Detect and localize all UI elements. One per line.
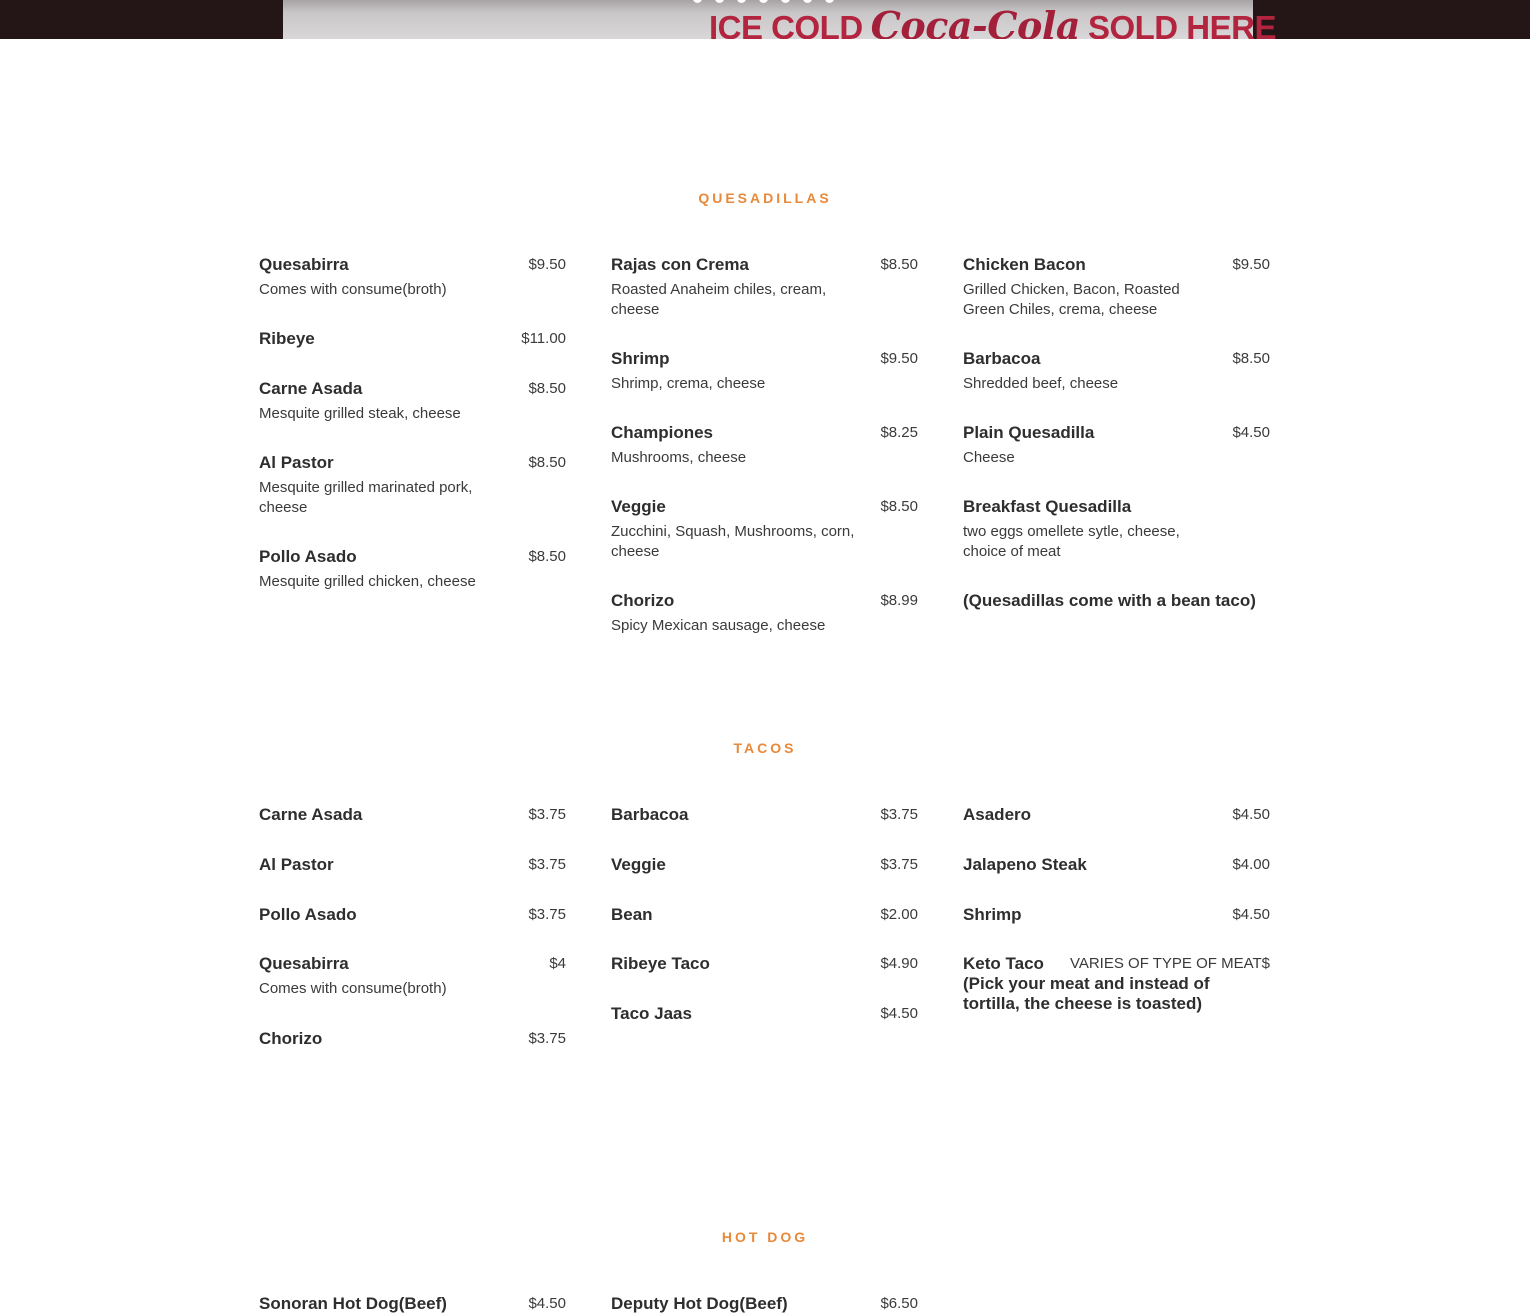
item-name: Barbacoa xyxy=(963,349,1041,368)
menu-item xyxy=(259,255,566,300)
item-name: Rajas con Crema xyxy=(611,255,749,274)
item-description: Comes with consume(broth) xyxy=(259,281,447,298)
item-name: Taco Jaas xyxy=(611,1004,692,1023)
section-title-tacos: TACOS xyxy=(733,740,797,756)
item-price: $8.50 xyxy=(528,380,566,397)
item-name: Al Pastor xyxy=(259,855,334,874)
menu-item xyxy=(963,855,1270,875)
item-name: Championes xyxy=(611,423,714,442)
item-description: Mesquite grilled steak, cheese xyxy=(259,405,461,422)
item-description: two eggs omellete sytle, cheese, choice of meat xyxy=(963,523,1180,560)
item-price: $9.50 xyxy=(528,256,566,273)
menu-item xyxy=(259,855,566,875)
menu-item xyxy=(611,497,918,562)
item-price: $6.50 xyxy=(880,1295,918,1312)
item-price: $8.99 xyxy=(880,592,918,609)
menu-item xyxy=(611,855,918,875)
item-name: Chorizo xyxy=(611,591,675,610)
menu-item xyxy=(963,255,1270,320)
item-price: $4.50 xyxy=(1232,424,1270,441)
item-description: Cheese xyxy=(963,449,1015,466)
hero-banner xyxy=(0,0,1530,39)
item-name: Jalapeno Steak xyxy=(963,855,1087,874)
item-price: $4 xyxy=(549,955,566,972)
item-name: Shrimp xyxy=(611,349,670,368)
item-price: $11.00 xyxy=(521,330,566,347)
item-name: Breakfast Quesadilla xyxy=(963,497,1132,516)
item-name: Chicken Bacon xyxy=(963,255,1086,274)
sign-text-right: SOLD HERE xyxy=(1087,9,1276,39)
item-price: $3.75 xyxy=(880,856,918,873)
keto-taco-note: (Pick your meat and instead of tortilla, the cheese is toasted) xyxy=(963,974,1210,1013)
menu-item xyxy=(259,329,566,349)
item-price: $3.75 xyxy=(528,856,566,873)
item-name: Chorizo xyxy=(259,1029,323,1048)
item-price: $8.50 xyxy=(528,454,566,471)
item-name: Sonoran Hot Dog(Beef) xyxy=(259,1294,447,1313)
item-price: $4.50 xyxy=(1232,906,1270,923)
menu-item xyxy=(611,954,918,974)
menu-item xyxy=(259,805,566,825)
menu-item xyxy=(963,423,1270,468)
quesadillas-bean-taco-note: (Quesadillas come with a bean taco) xyxy=(963,591,1256,610)
menu-item xyxy=(259,453,566,518)
coca-cola-sign-image xyxy=(283,0,1276,39)
item-price: $3.75 xyxy=(528,1030,566,1047)
item-price: $3.75 xyxy=(528,806,566,823)
item-name: Plain Quesadilla xyxy=(963,423,1095,442)
menu-item xyxy=(963,805,1270,825)
item-name: Carne Asada xyxy=(259,379,363,398)
item-price: VARIES OF TYPE OF MEAT$ xyxy=(1069,955,1270,972)
menu-item xyxy=(611,805,918,825)
item-price: $4.50 xyxy=(880,1005,918,1022)
item-name: Pollo Asado xyxy=(259,905,357,924)
menu-item xyxy=(963,954,1270,1014)
menu-item xyxy=(259,1294,566,1314)
item-name: Al Pastor xyxy=(259,453,334,472)
menu-item xyxy=(963,497,1270,562)
item-name: Asadero xyxy=(963,805,1032,824)
menu-item xyxy=(611,423,918,468)
item-description: Shrimp, crema, cheese xyxy=(611,375,766,392)
item-name: Shrimp xyxy=(963,905,1022,924)
item-price: $8.50 xyxy=(880,498,918,515)
menu-item xyxy=(611,1004,918,1024)
item-name: Keto Taco xyxy=(963,954,1044,973)
item-price: $8.50 xyxy=(1232,350,1270,367)
item-price: $8.50 xyxy=(880,256,918,273)
item-price: $8.25 xyxy=(880,424,918,441)
menu-item xyxy=(963,349,1270,394)
item-price: $4.00 xyxy=(1232,856,1270,873)
item-description: Mesquite grilled marinated pork, cheese xyxy=(259,479,473,516)
item-description: Shredded beef, cheese xyxy=(963,375,1119,392)
item-description: Comes with consume(broth) xyxy=(259,980,447,997)
item-price: $3.75 xyxy=(880,806,918,823)
item-description: Mesquite grilled chicken, cheese xyxy=(259,573,476,590)
sign-text-left: ICE COLD xyxy=(709,9,863,39)
item-name: Deputy Hot Dog(Beef) xyxy=(611,1294,788,1313)
item-name: Ribeye xyxy=(259,329,315,348)
item-name: Quesabirra xyxy=(259,954,349,973)
sign-text xyxy=(709,3,1276,39)
item-name: Veggie xyxy=(611,497,666,516)
item-description: Roasted Anaheim chiles, cream, cheese xyxy=(611,281,827,318)
item-price: $9.50 xyxy=(880,350,918,367)
menu-item xyxy=(611,255,918,320)
item-name: Bean xyxy=(611,905,653,924)
menu-item xyxy=(259,379,566,424)
item-price: $4.50 xyxy=(528,1295,566,1312)
menu-item xyxy=(963,905,1270,925)
item-description: Zucchini, Squash, Mushrooms, corn, cheese xyxy=(611,523,855,560)
item-price: $8.50 xyxy=(528,548,566,565)
section-title-hot-dog: HOT DOG xyxy=(721,1229,809,1245)
item-price: $4.50 xyxy=(1232,806,1270,823)
menu-item xyxy=(611,905,918,925)
item-name: Carne Asada xyxy=(259,805,363,824)
item-name: Pollo Asado xyxy=(259,547,357,566)
menu-item xyxy=(259,1029,566,1049)
menu-item xyxy=(259,547,566,592)
menu-item xyxy=(611,1294,918,1314)
section-title-quesadillas: QUESADILLAS xyxy=(698,190,832,206)
item-description: Mushrooms, cheese xyxy=(611,449,747,466)
item-price: $3.75 xyxy=(528,906,566,923)
item-name: Barbacoa xyxy=(611,805,689,824)
menu-item xyxy=(259,954,566,999)
item-price: $4.90 xyxy=(880,955,918,972)
item-name: Quesabirra xyxy=(259,255,349,274)
menu-item xyxy=(611,349,918,394)
item-price: $2.00 xyxy=(880,906,918,923)
item-description: Grilled Chicken, Bacon, Roasted Green Chiles, crema, cheese xyxy=(963,281,1180,318)
item-description: Spicy Mexican sausage, cheese xyxy=(611,617,826,634)
item-name: Ribeye Taco xyxy=(611,954,710,973)
item-price: $9.50 xyxy=(1232,256,1270,273)
menu-item xyxy=(259,905,566,925)
coca-cola-logo: Coca-Cola xyxy=(870,3,1080,39)
item-name: Veggie xyxy=(611,855,666,874)
menu-item xyxy=(611,591,918,636)
menu-note xyxy=(963,591,1270,611)
